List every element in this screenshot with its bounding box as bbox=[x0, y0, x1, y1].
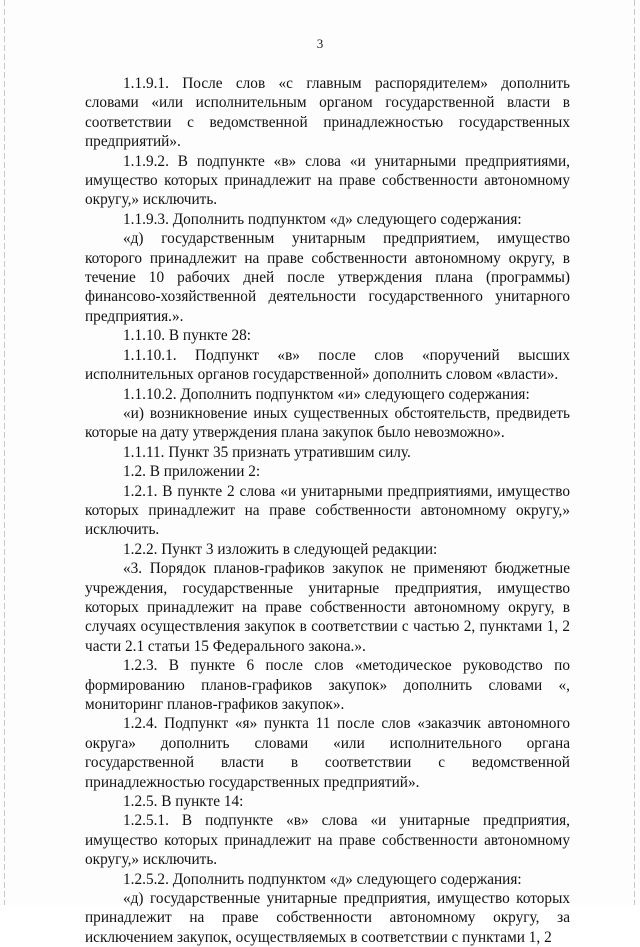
paragraph: 1.2.4. Подпункт «я» пункта 11 после слов «заказчик автономного округа» дополнить словами «или исполнительного органа государственной власти в соответствии с ведомственной принадлежностью государственных предприятий». bbox=[85, 715, 570, 791]
paragraph: 1.2.3. В пункте 6 после слов «методическое руководство по формированию планов-графиков закупок» дополнить словами «, мониторинг планов-графиков закупок». bbox=[85, 657, 570, 713]
paragraph: «и) возникновение иных существенных обстоятельств, предвидеть которые на дату утверждения плана закупок было невозможно». bbox=[85, 404, 570, 442]
paragraph: 1.2.5.2. Дополнить подпунктом «д» следующего содержания: bbox=[123, 870, 522, 888]
paragraph: 1.1.10.2. Дополнить подпунктом «и» следующего содержания: bbox=[123, 385, 530, 403]
paragraph: 1.1.9.3. Дополнить подпунктом «д» следующего содержания: bbox=[123, 210, 522, 228]
paragraph: 1.2. В приложении 2: bbox=[123, 463, 261, 481]
paragraph: «д) государственным унитарным предприятием, имущество которого принадлежит на праве собственности автономному округу, в течение 10 рабочих дней после утверждения плана (программы) финансово-хозяйственной деятельности государственного унитарного предприятия.». bbox=[85, 230, 570, 325]
paragraph: «д) государственные унитарные предприятия, имущество которых принадлежит на праве собственности автономному округу, за исключением закупок, осуществляемых в соответствии с пунктами 1, 2 bbox=[85, 890, 570, 946]
paragraph: 1.1.10.1. Подпункт «в» после слов «поручений высших исполнительных органов государственной» дополнить словом «власти». bbox=[85, 346, 570, 384]
paragraph: 1.1.11. Пункт 35 признать утратившим силу. bbox=[123, 443, 411, 461]
paragraph: 1.1.9.1. После слов «с главным распорядителем» дополнить словами «или исполнительным органом государственной власти в соответствии с ведомственной принадлежностью государственных предприятий». bbox=[85, 75, 570, 151]
paragraph: «3. Порядок планов-графиков закупок не применяют бюджетные учреждения, государственные унитарные предприятия, имущество которых принадлежит на праве собственности автономному округу, в случаях осуществления закупок в соответствии с частью 2, пунктами 1, 2 части 2.1 статьи 15 Федерального закона.». bbox=[85, 560, 570, 655]
paragraph: 1.2.2. Пункт 3 изложить в следующей редакции: bbox=[123, 540, 438, 558]
paragraph: 1.2.5. В пункте 14: bbox=[123, 793, 244, 811]
paragraph: 1.2.1. В пункте 2 слова «и унитарными предприятиями, имущество которых принадлежит на праве собственности автономному округу,» исключить. bbox=[85, 482, 570, 539]
paragraph: 1.1.10. В пункте 28: bbox=[123, 327, 252, 345]
document-body bbox=[85, 74, 570, 947]
page-number: 3 bbox=[316, 36, 324, 51]
paragraph: 1.1.9.2. В подпункте «в» слова «и унитарными предприятиями, имущество которых принадлежит на праве собственности автономному округу,» исключить. bbox=[85, 152, 570, 209]
scan-edge-right bbox=[634, 0, 635, 905]
paragraph: 1.2.5.1. В подпункте «в» слова «и унитарные предприятия, имущество которых принадлежит на праве собственности автономному округу,» исключить. bbox=[85, 812, 570, 869]
scan-edge-left bbox=[4, 0, 5, 905]
